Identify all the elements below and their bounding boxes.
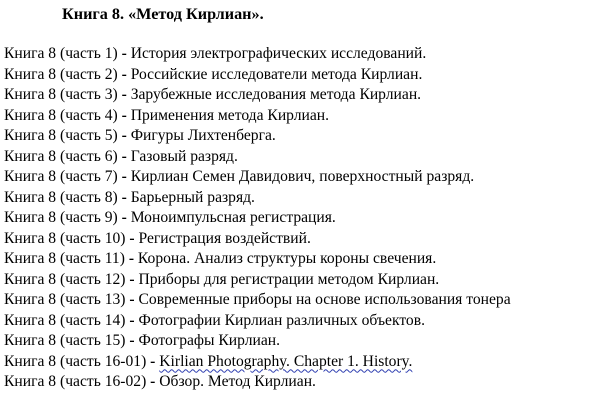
chapter-entry [4, 44, 511, 65]
chapter-text: Фотографы Кирлиан. [138, 332, 281, 349]
chapter-separator: - [117, 209, 131, 226]
chapter-text: Фотографии Кирлиан различных объектов. [138, 311, 425, 329]
chapter-text-spellcheck-underlined: Kirlian Photography. Chapter 1. History. [159, 352, 413, 370]
chapter-ref: Книга 8 (часть 13) [4, 291, 126, 308]
chapter-separator: - [125, 332, 139, 349]
chapter-entry [4, 290, 511, 311]
chapter-separator: - [146, 352, 160, 370]
chapter-separator: - [117, 106, 131, 124]
chapter-list [4, 44, 511, 393]
chapter-ref: Книга 8 (часть 1) [4, 45, 118, 62]
chapter-text: Моноимпульсная регистрация. [130, 209, 336, 226]
chapter-entry [4, 352, 511, 373]
chapter-entry [4, 147, 511, 168]
chapter-separator: - [117, 147, 131, 165]
chapter-ref: Книга 8 (часть 11) [4, 250, 125, 267]
chapter-separator: - [117, 188, 131, 206]
chapter-separator: - [117, 168, 131, 185]
chapter-ref: Книга 8 (часть 12) [4, 270, 126, 288]
chapter-ref: Книга 8 (часть 8) [4, 188, 118, 206]
chapter-entry [4, 331, 511, 352]
chapter-ref: Книга 8 (часть 2) [4, 65, 118, 83]
chapter-separator: - [146, 373, 160, 390]
chapter-entry [4, 126, 511, 147]
chapter-separator: - [125, 229, 139, 247]
chapter-separator: - [117, 127, 131, 144]
chapter-ref: Книга 8 (часть 4) [4, 106, 118, 124]
chapter-text: Российские исследователи метода Кирлиан. [130, 65, 423, 83]
chapter-entry [4, 85, 511, 106]
chapter-ref: Книга 8 (часть 9) [4, 209, 118, 226]
chapter-text: Зарубежные исследования метода Кирлиан. [130, 86, 422, 103]
chapter-entry [4, 229, 511, 250]
chapter-entry [4, 65, 511, 86]
chapter-ref: Книга 8 (часть 16-02) [4, 373, 147, 390]
chapter-entry [4, 372, 511, 393]
chapter-text: Корона. Анализ структуры короны свечения. [137, 250, 437, 267]
chapter-entry [4, 208, 511, 229]
chapter-entry [4, 249, 511, 270]
document-title: Книга 8. «Метод Кирлиан». [62, 5, 264, 23]
chapter-text: Регистрация воздействий. [138, 229, 311, 247]
chapter-separator: - [125, 270, 139, 288]
chapter-ref: Книга 8 (часть 10) [4, 229, 126, 247]
chapter-entry [4, 167, 511, 188]
chapter-entry [4, 311, 511, 332]
chapter-text: Приборы для регистрации методом Кирлиан. [138, 270, 440, 288]
chapter-ref: Книга 8 (часть 15) [4, 332, 126, 349]
chapter-text: Барьерный разряд. [130, 188, 255, 206]
chapter-entry [4, 106, 511, 127]
chapter-separator: - [125, 311, 139, 329]
chapter-entry [4, 188, 511, 209]
chapter-ref: Книга 8 (часть 3) [4, 86, 118, 103]
chapter-separator: - [117, 65, 131, 83]
chapter-text: Обзор. Метод Кирлиан. [159, 373, 316, 390]
chapter-ref: Книга 8 (часть 16-01) [4, 352, 147, 370]
chapter-entry [4, 270, 511, 291]
chapter-text: Современные приборы на основе использования тонера [138, 291, 511, 308]
chapter-ref: Книга 8 (часть 6) [4, 147, 118, 165]
chapter-separator: - [125, 291, 139, 308]
chapter-text: Газовый разряд. [130, 147, 238, 165]
chapter-separator: - [124, 250, 138, 267]
chapter-text: Кирлиан Семен Давидович, поверхностный разряд. [130, 168, 475, 185]
chapter-text: Фигуры Лихтенберга. [130, 127, 276, 144]
chapter-separator: - [117, 86, 131, 103]
chapter-text: Применения метода Кирлиан. [130, 106, 330, 124]
chapter-separator: - [117, 45, 131, 62]
chapter-ref: Книга 8 (часть 5) [4, 127, 118, 144]
chapter-text: История электрографических исследований. [130, 45, 427, 62]
chapter-ref: Книга 8 (часть 14) [4, 311, 126, 329]
chapter-ref: Книга 8 (часть 7) [4, 168, 118, 185]
